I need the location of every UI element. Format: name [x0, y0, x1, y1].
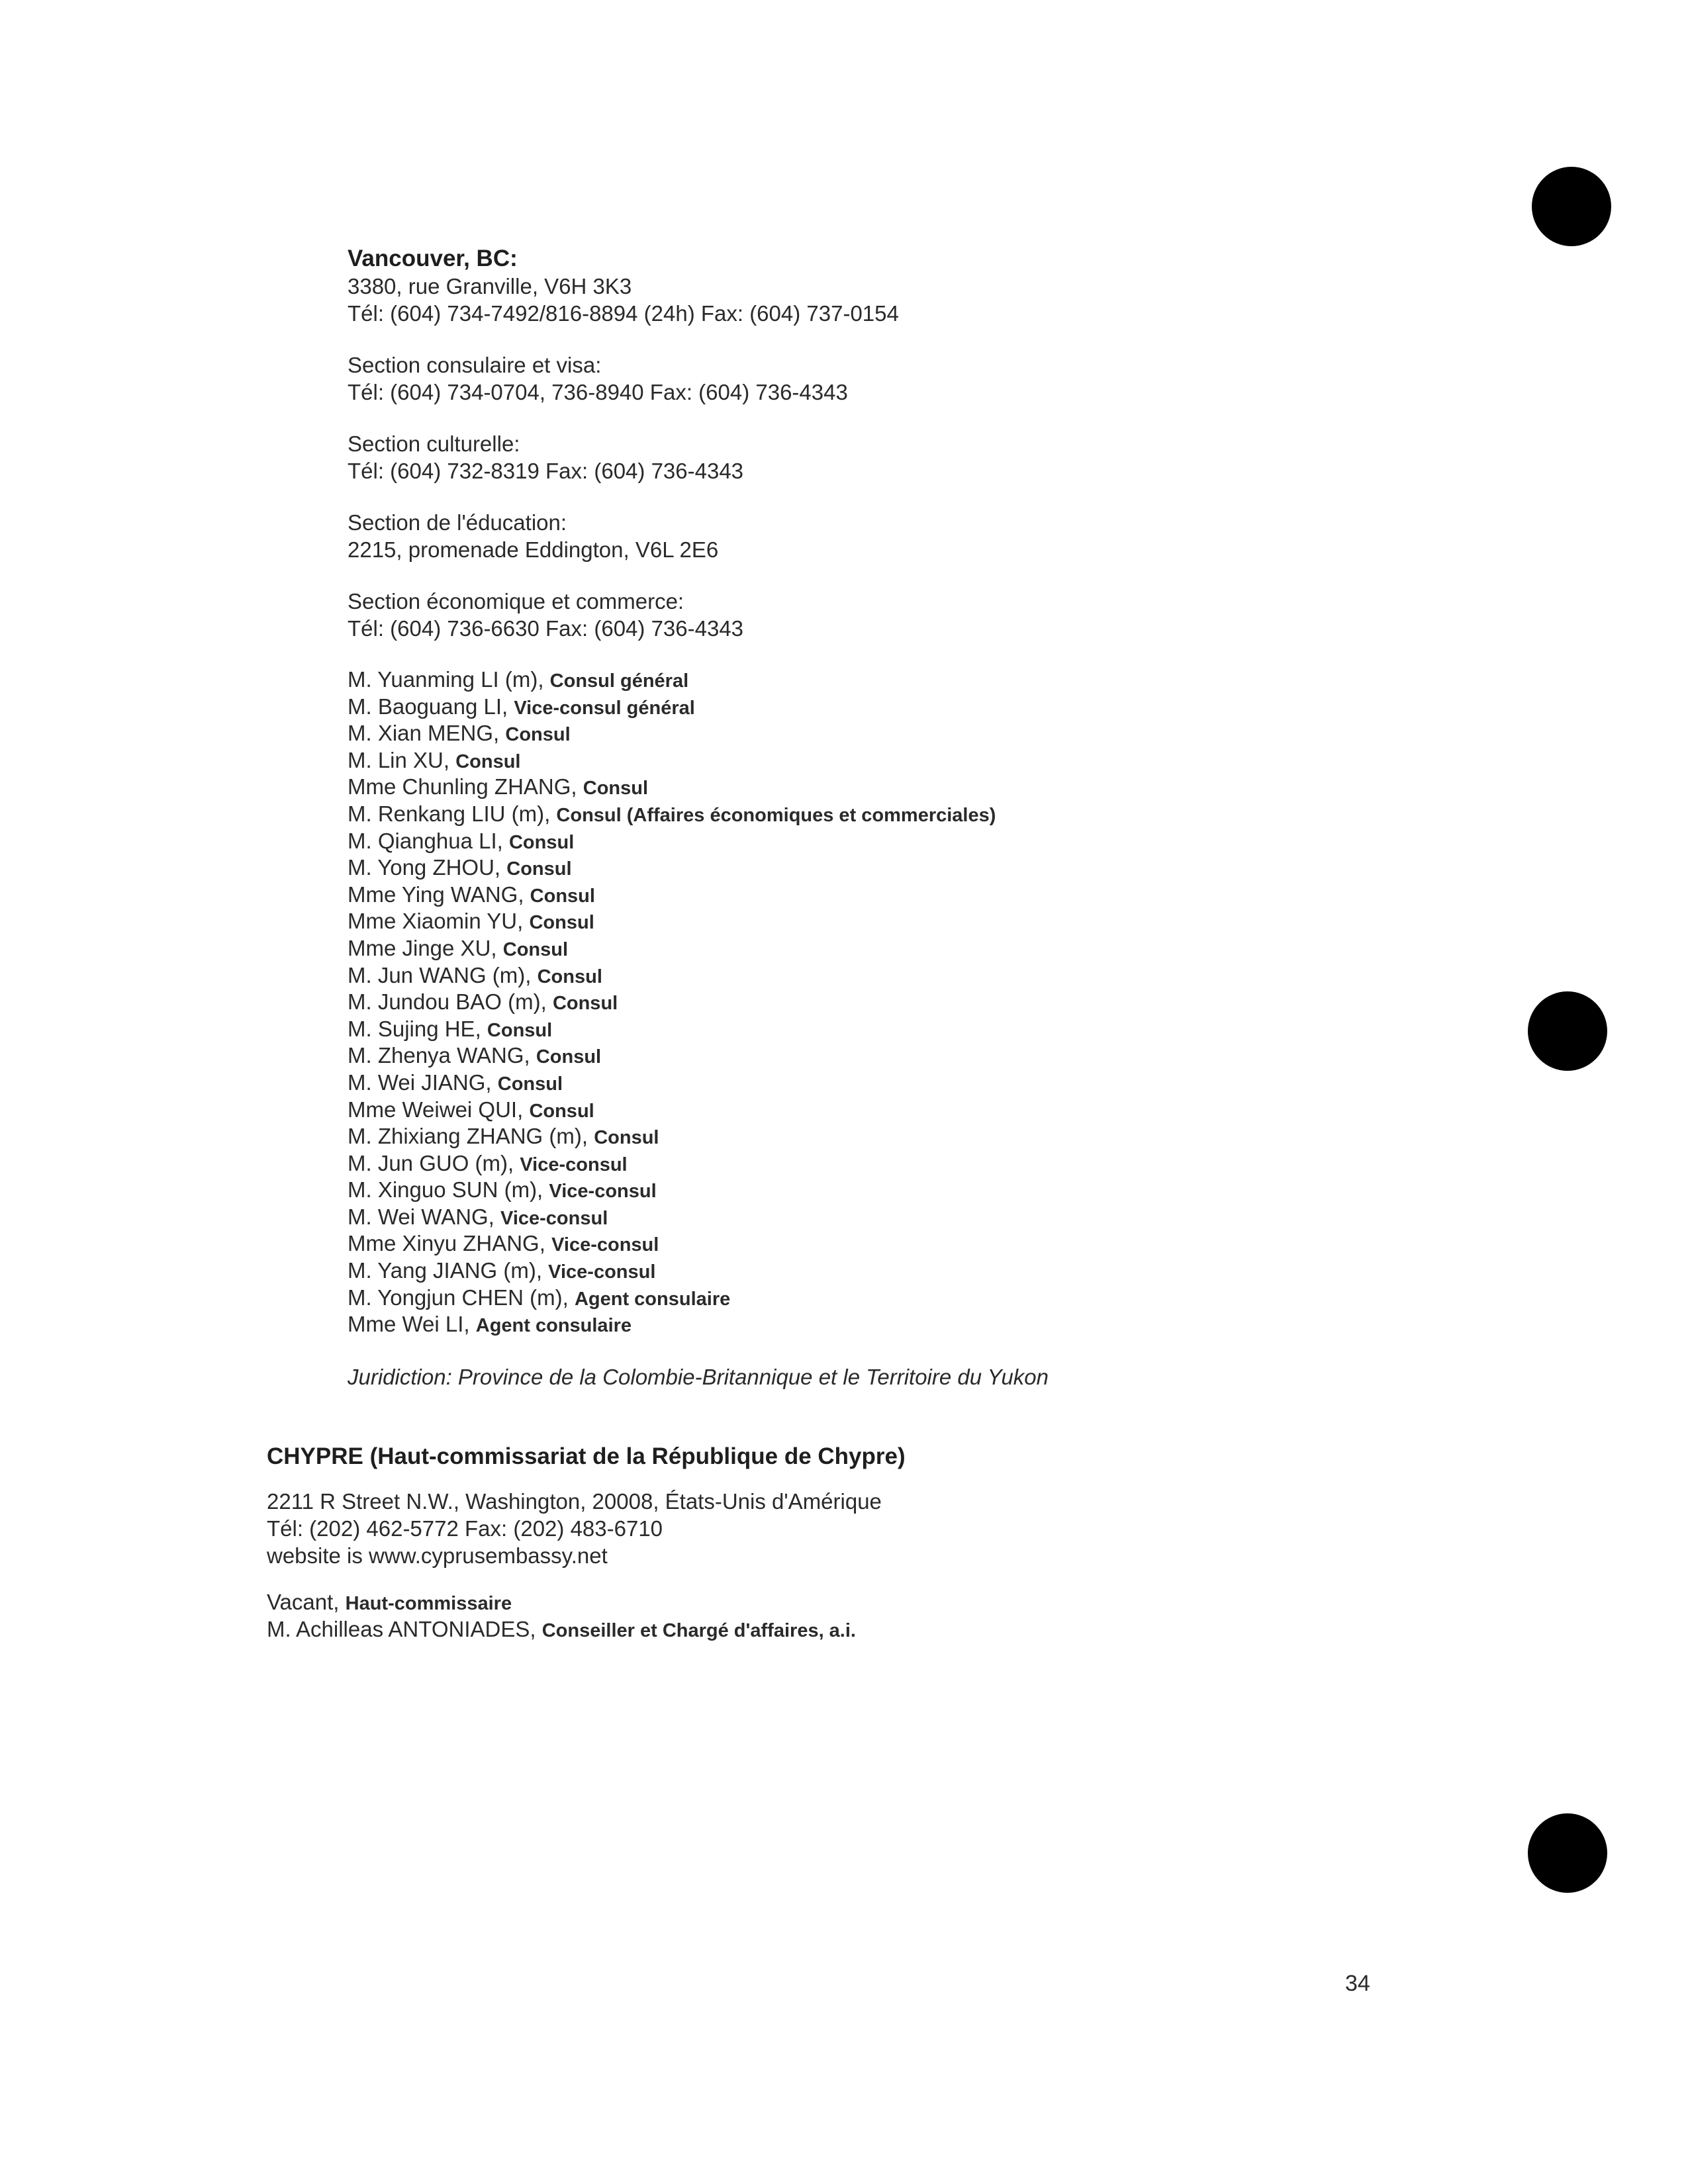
punch-hole-middle	[1528, 991, 1607, 1071]
staff-title: Consul	[594, 1127, 659, 1149]
staff-entry	[348, 694, 1539, 721]
staff-entry	[348, 1257, 1539, 1285]
section-label: Section économique et commerce:	[348, 589, 684, 614]
staff-title: Vice-consul	[551, 1234, 659, 1256]
staff-title: Consul	[529, 912, 594, 934]
staff-title: Consul	[529, 1100, 594, 1122]
staff-name: M. Qianghua LI,	[348, 828, 509, 853]
staff-title: Vice-consul général	[514, 697, 695, 719]
staff-title: Consul	[530, 885, 595, 907]
staff-title: Consul	[552, 993, 618, 1015]
punch-hole-bottom	[1528, 1813, 1607, 1893]
staff-name: M. Sujing HE,	[348, 1016, 487, 1041]
staff-entry	[348, 720, 1539, 747]
staff-title: Consul (Affaires économiques et commerciales)	[556, 804, 996, 826]
staff-name: M. Yongjun CHEN (m),	[348, 1285, 575, 1310]
staff-entry	[267, 1616, 1524, 1643]
staff-title: Consul	[502, 938, 569, 960]
staff-entry	[348, 1204, 1539, 1231]
staff-entry	[348, 882, 1539, 909]
staff-entry	[348, 1177, 1539, 1204]
jurisdiction-note: Juridiction: Province de la Colombie-Britannique et le Territoire du Yukon	[348, 1364, 1049, 1389]
staff-title: Vice-consul	[548, 1261, 656, 1283]
vancouver-address: 3380, rue Granville, V6H 3K3	[348, 274, 632, 298]
staff-name: Mme Xinyu ZHANG,	[348, 1231, 552, 1256]
staff-entry	[348, 801, 1539, 828]
page-number: 34	[1345, 1971, 1370, 1996]
section-label: Section de l'éducation:	[348, 510, 567, 535]
staff-entry	[267, 1589, 1524, 1616]
staff-name: M. Lin XU,	[348, 747, 456, 772]
staff-entry	[348, 989, 1539, 1016]
chypre-section	[267, 1443, 1524, 1643]
staff-name: M. Yang JIANG (m),	[348, 1258, 549, 1283]
staff-entry	[348, 1069, 1539, 1097]
staff-entry	[348, 1285, 1539, 1312]
section-detail: Tél: (604) 736-6630 Fax: (604) 736-4343	[348, 616, 744, 641]
staff-title: Consul général	[549, 670, 689, 692]
chypre-address: 2211 R Street N.W., Washington, 20008, États-Unis d'Amérique	[267, 1489, 882, 1514]
staff-name: Mme Chunling ZHANG,	[348, 774, 583, 799]
staff-name: Mme Wei LI,	[348, 1312, 476, 1337]
staff-name: M. Xinguo SUN (m),	[348, 1177, 549, 1203]
vancouver-phone: Tél: (604) 734-7492/816-8894 (24h) Fax: (604) 737-0154	[348, 301, 899, 326]
section-label: Section culturelle:	[348, 432, 520, 456]
staff-title: Consul	[583, 778, 649, 799]
staff-title: Consul	[508, 831, 575, 853]
staff-name: M. Xian MENG,	[348, 721, 506, 746]
staff-title: Consul	[537, 966, 602, 987]
staff-title: Consul	[506, 858, 572, 880]
section-detail: Tél: (604) 732-8319 Fax: (604) 736-4343	[348, 459, 744, 483]
staff-title: Vice-consul	[500, 1207, 608, 1229]
staff-name: M. Yong ZHOU,	[348, 855, 507, 880]
staff-title: Consul	[536, 1046, 602, 1068]
chypre-heading: CHYPRE (Haut-commissariat de la République de Chypre)	[267, 1443, 906, 1469]
staff-title: Consul	[497, 1073, 563, 1095]
staff-entry	[348, 747, 1539, 774]
staff-title: Vice-consul	[520, 1154, 628, 1175]
staff-entry	[348, 1097, 1539, 1124]
staff-entry	[348, 828, 1539, 855]
staff-name: M. Baoguang LI,	[348, 694, 514, 719]
staff-name: M. Jundou BAO (m),	[348, 989, 553, 1015]
staff-entry	[348, 1230, 1539, 1257]
staff-name: M. Jun GUO (m),	[348, 1150, 520, 1175]
staff-entry	[348, 1123, 1539, 1150]
staff-name: Mme Jinge XU,	[348, 935, 503, 960]
staff-name: Mme Xiaomin YU,	[348, 909, 530, 934]
section-detail: 2215, promenade Eddington, V6L 2E6	[348, 537, 719, 562]
staff-title: Agent consulaire	[574, 1288, 731, 1310]
staff-entry	[348, 666, 1539, 694]
section-label: Section consulaire et visa:	[348, 353, 602, 377]
staff-title: Consul	[505, 724, 571, 746]
staff-title: Consul	[455, 751, 521, 772]
staff-name: Mme Weiwei QUI,	[348, 1097, 530, 1122]
staff-name: Mme Ying WANG,	[348, 882, 530, 907]
vancouver-staff-list	[348, 666, 1539, 1338]
vancouver-heading: Vancouver, BC:	[348, 246, 518, 271]
staff-entry	[348, 962, 1539, 989]
staff-entry	[348, 774, 1539, 801]
staff-name: M. Yuanming LI (m),	[348, 667, 550, 692]
chypre-phone: Tél: (202) 462-5772 Fax: (202) 483-6710	[267, 1516, 663, 1541]
staff-name: M. Wei WANG,	[348, 1204, 500, 1229]
staff-entry	[348, 1016, 1539, 1043]
staff-entry	[348, 1042, 1539, 1069]
staff-title: Vice-consul	[549, 1181, 657, 1203]
staff-entry	[348, 1150, 1539, 1177]
staff-name: M. Achilleas ANTONIADES,	[267, 1616, 542, 1641]
section-detail: Tél: (604) 734-0704, 736-8940 Fax: (604) 736-4343	[348, 380, 848, 404]
staff-title: Conseiller et Chargé d'affaires, a.i.	[541, 1619, 856, 1641]
punch-hole-top	[1532, 167, 1611, 246]
vancouver-section	[348, 245, 1539, 1390]
staff-entry	[348, 1311, 1539, 1338]
staff-name: M. Wei JIANG,	[348, 1069, 498, 1095]
staff-name: Vacant,	[267, 1590, 346, 1614]
staff-title: Haut-commissaire	[345, 1593, 512, 1614]
staff-entry	[348, 935, 1539, 962]
staff-entry	[348, 908, 1539, 935]
staff-title: Agent consulaire	[475, 1315, 632, 1337]
staff-name: M. Jun WANG (m),	[348, 962, 538, 987]
staff-title: Consul	[487, 1019, 553, 1041]
staff-name: M. Zhenya WANG,	[348, 1043, 536, 1068]
staff-entry	[348, 854, 1539, 882]
staff-name: M. Zhixiang ZHANG (m),	[348, 1124, 594, 1149]
staff-name: M. Renkang LIU (m),	[348, 801, 557, 826]
chypre-website: website is www.cyprusembassy.net	[267, 1543, 608, 1568]
